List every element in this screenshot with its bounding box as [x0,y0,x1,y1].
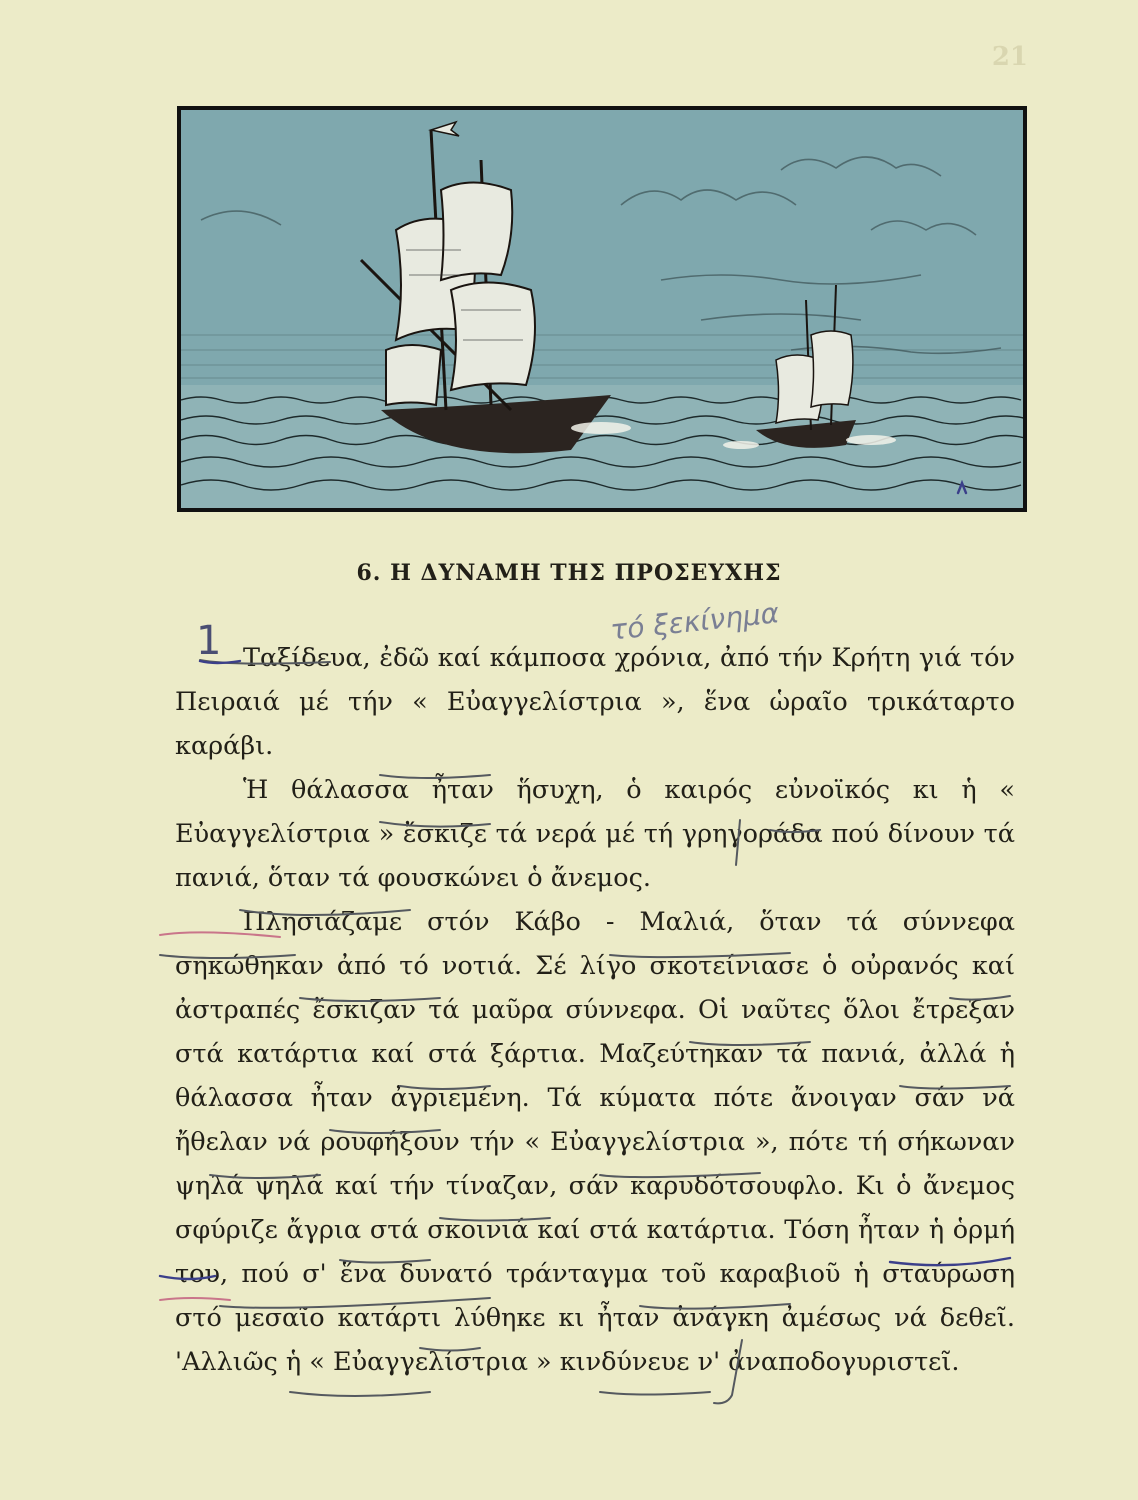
ship-illustration [177,106,1027,512]
ghost-page-number: 21 [991,42,1028,72]
chapter-title: 6. Η ΔΥΝΑΜΗ ΤΗΣ ΠΡΟΣΕΥΧΗΣ [356,560,782,586]
handwritten-margin-number: 1 [196,618,222,664]
paragraph: Ἡ θάλασσα ἦταν ἥσυχη, ὁ καιρός εὐνοϊκός κι ἡ « Εὐαγγελίστρια » ἔσκιζε τά νερά μέ τή γρηγοράδα πού δίνουν τά πανιά, ὅταν τά φουσκώνει ὁ ἄνεμος. [175,775,1015,893]
body-text [175,636,1015,1384]
paragraph: Πλησιάζαμε στόν Κάβο - Μαλιά, ὅταν τά σύννεφα σηκώθηκαν ἀπό τό νοτιά. Σέ λίγο σκοτείνιασε ὁ οὐρανός καί ἀστραπές ἔσκιζαν τά μαῦρα σύννεφα. Οἱ ναῦτες ὅλοι ἔτρεξαν στά κατάρτια καί στά ξάρτια. Μαζεύτηκαν τά πανιά, ἀλλά ἡ θάλασσα ἦταν ἀγριεμένη. Τά κύματα πότε ἄνοιγαν σάν νά ἤθελαν νά ρουφήξουν τήν « Εὐαγγελίστρια », πότε τή σήκωναν ψηλά ψηλά καί τήν τίναζαν, σάν καρυδότσουφλο. Κι ὁ ἄνεμος σφύριζε ἄγρια στά σκοινιά καί στά κατάρτια. Τόση ἦταν ἡ ὁρμή του, πού σ' ἕνα δυνατό τράνταγμα τοῦ καραβιοῦ ἡ σταύρωση στό μεσαῖο κατάρτι λύθηκε κι ἦταν ἀνάγκη ἀμέσως νά δεθεῖ. 'Αλλιῶς ἡ « Εὐαγγελίστρια » κινδύνευε ν' ἀναποδογυριστεῖ. [175,907,1015,1377]
paragraph: Ταξίδευα, ἐδῶ καί κάμποσα χρόνια, ἀπό τήν Κρήτη γιά τόν Πειραιά μέ τήν « Εὐαγγελίστρια », ἕνα ὡραῖο τρικάταρτο καράβι. [175,643,1015,761]
handwritten-note-top: τό ξεκίνημα [608,596,781,647]
sailing-ships-engraving [181,110,1023,508]
